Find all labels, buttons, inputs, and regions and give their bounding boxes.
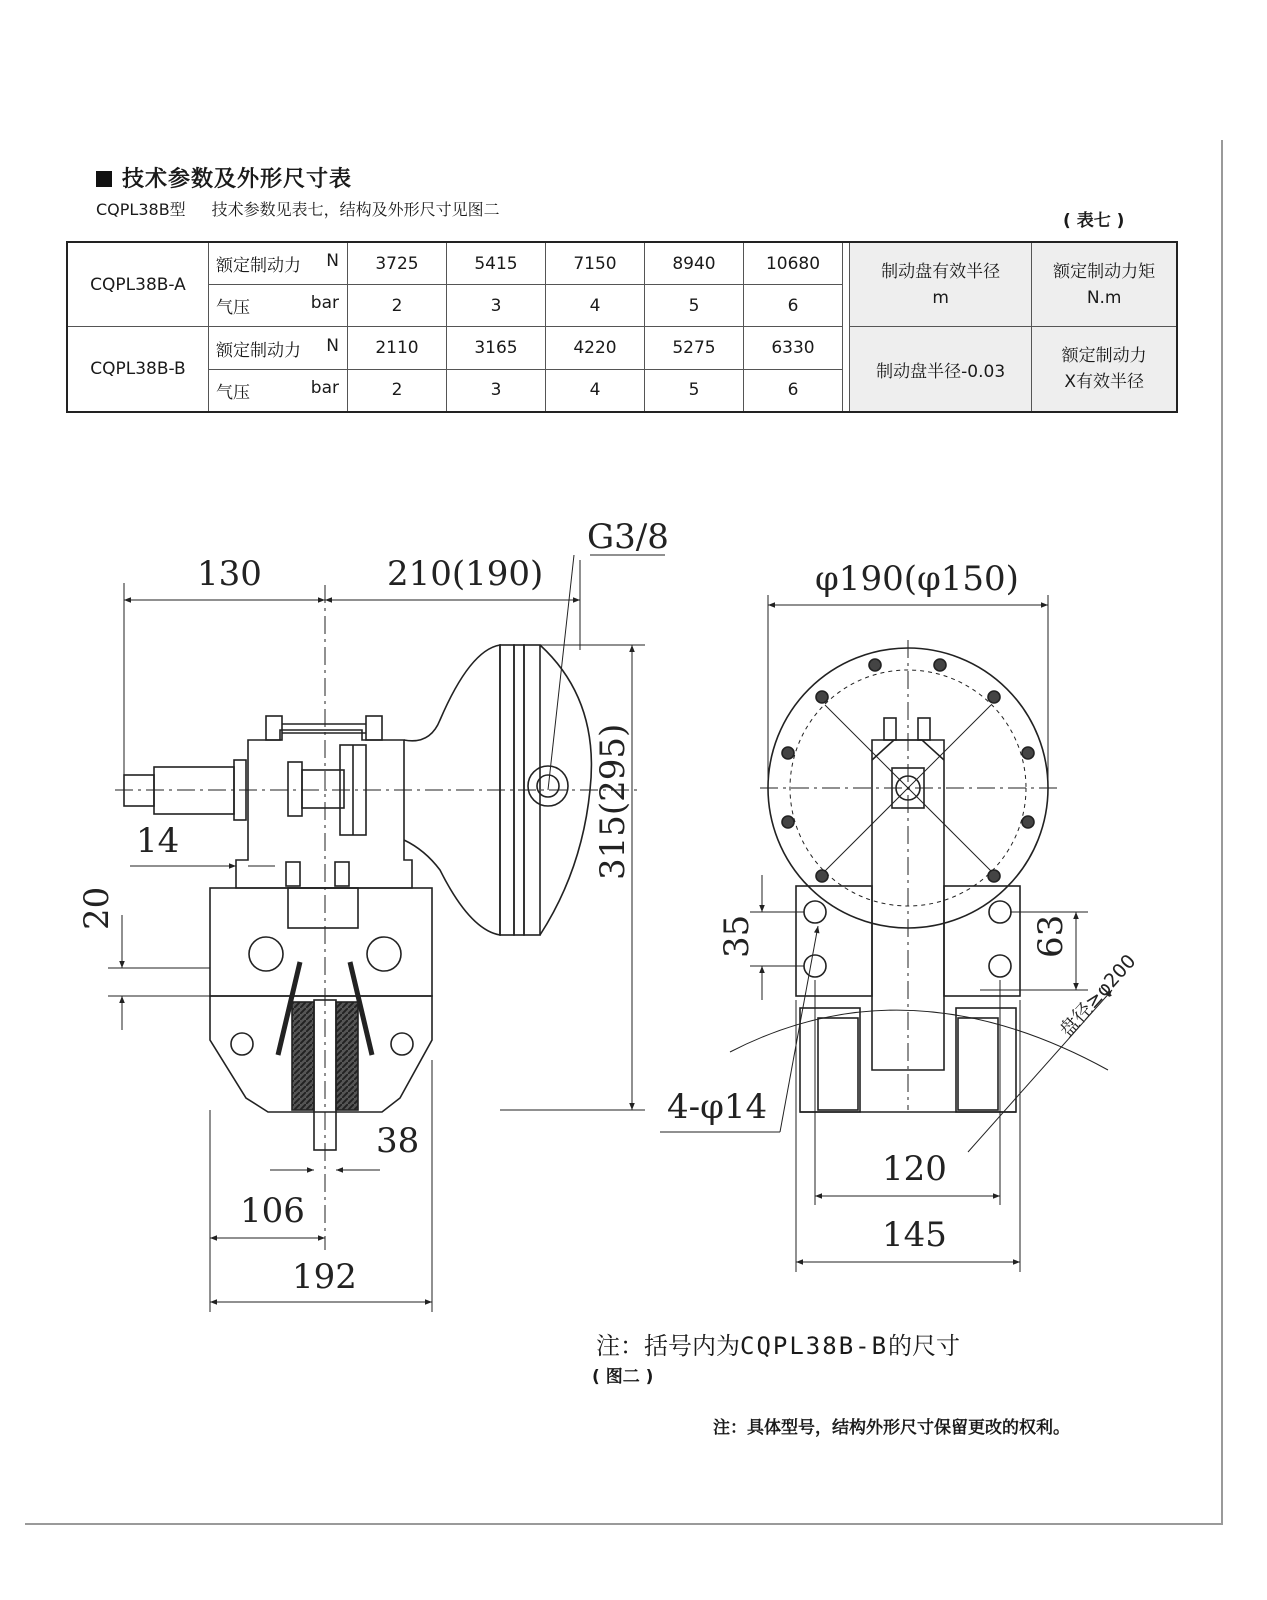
value-cell: 7150: [546, 242, 645, 285]
section-title-text: 技术参数及外形尺寸表: [122, 167, 353, 192]
value-cell: 5: [645, 369, 744, 412]
front-view: [730, 640, 1108, 1112]
value-cell: 10680: [744, 242, 843, 285]
value-cell: 6: [744, 285, 843, 327]
value-cell: 4: [546, 285, 645, 327]
dim-38: 38: [376, 1121, 420, 1161]
side-view-dimensions: [108, 555, 665, 1312]
dim-192: 192: [292, 1257, 357, 1297]
rights-note: 注：具体型号，结构外形尺寸保留更改的权利。: [713, 1418, 1070, 1438]
subtitle-text: 技术参数见表七，结构及外形尺寸见图二: [211, 200, 500, 219]
lower-caliper-left: [800, 1008, 860, 1112]
lower-caliper-right: [956, 1008, 1016, 1112]
value-cell: 3165: [447, 327, 546, 369]
dim-disc-diameter: 盘径≥φ200: [1055, 950, 1141, 1042]
disc-arc: [730, 1010, 1108, 1070]
brake-pad-left: [292, 1002, 314, 1110]
torque-header-unit: N.m: [1086, 287, 1122, 308]
param-force-label: 额定制动力 N: [209, 242, 348, 285]
dim-63: 63: [1031, 914, 1071, 958]
dim-130: 130: [197, 554, 262, 594]
dim-g38: G3/8: [587, 517, 669, 557]
dim-120: 120: [882, 1149, 947, 1189]
value-cell: 6: [744, 369, 843, 412]
radius-value-cell: 制动盘半径-0.03: [850, 327, 1032, 412]
value-cell: 6330: [744, 327, 843, 369]
value-cell: 2110: [348, 327, 447, 369]
torque-header-title: 额定制动力矩: [1053, 261, 1156, 282]
dim-106: 106: [240, 1191, 305, 1231]
brake-pad-right: [336, 1002, 358, 1110]
dim-holes: 4-φ14: [667, 1087, 768, 1127]
bracket-note-prefix: 注：括号内为: [596, 1332, 740, 1360]
param-force-label: 额定制动力 N: [209, 327, 348, 369]
value-cell: 5: [645, 285, 744, 327]
subtitle-model: CQPL38B型: [96, 200, 186, 219]
value-cell: 2: [348, 369, 447, 412]
value-cell: 3: [447, 369, 546, 412]
model-cell-b: CQPL38B-B: [67, 327, 209, 412]
bracket-note: [596, 1326, 960, 1361]
param-pressure-label: 气压 bar: [209, 285, 348, 327]
model-cell-a: CQPL38B-A: [67, 242, 209, 327]
dim-20: 20: [77, 886, 117, 930]
torque-value-line2: X有效半径: [1064, 372, 1144, 393]
param-pressure-label: 气压 bar: [209, 369, 348, 412]
bracket-note-model: CQPL38B-B: [740, 1332, 889, 1360]
dim-145: 145: [882, 1215, 947, 1255]
value-cell: 2: [348, 285, 447, 327]
value-cell: 8940: [645, 242, 744, 285]
dim-14: 14: [136, 821, 180, 861]
mount-block-right: [944, 886, 1020, 996]
value-cell: 4: [546, 369, 645, 412]
radius-header-unit: m: [932, 287, 949, 308]
value-cell: 5275: [645, 327, 744, 369]
value-cell: 3: [447, 285, 546, 327]
dim-phi190: φ190(φ150): [815, 559, 1019, 599]
mount-block-left: [796, 886, 872, 996]
dim-210: 210(190): [387, 554, 544, 594]
value-cell: 4220: [546, 327, 645, 369]
caliper-housing: [210, 888, 432, 996]
dim-35: 35: [717, 914, 757, 958]
dim-315: 315(295): [593, 723, 633, 880]
value-cell: 3725: [348, 242, 447, 285]
table-reference: ( 表七 ): [1063, 211, 1125, 231]
figure-label: ( 图二 ): [592, 1367, 654, 1387]
bracket-note-suffix: 的尺寸: [888, 1332, 961, 1360]
torque-value-line1: 额定制动力: [1061, 346, 1147, 367]
value-cell: 5415: [447, 242, 546, 285]
radius-header-title: 制动盘有效半径: [881, 261, 1001, 282]
yoke-body: [236, 730, 412, 888]
